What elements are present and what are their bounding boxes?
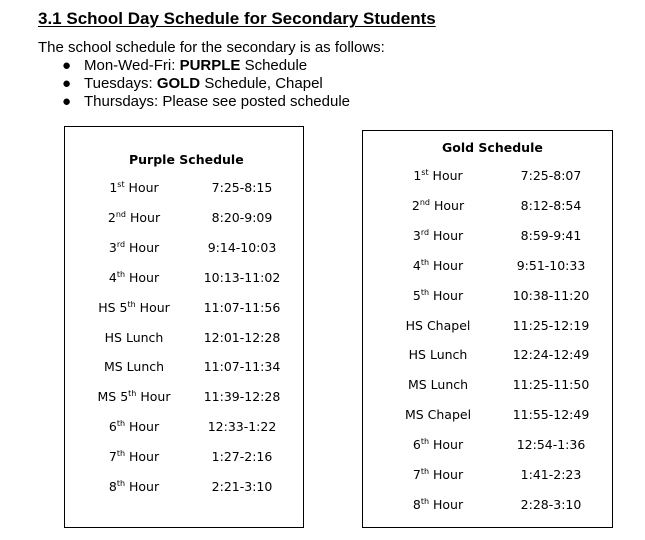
bullet-icon: ● xyxy=(62,57,72,74)
period-time: 2:28-3:10 xyxy=(520,496,582,512)
period-label: MS Lunch xyxy=(103,359,165,375)
gold-schedule-box xyxy=(362,130,613,528)
period-time: 12:01-12:28 xyxy=(203,329,281,345)
schedule-row xyxy=(65,359,303,379)
period-time: 11:25-12:19 xyxy=(512,317,590,333)
period-time: 11:07-11:34 xyxy=(203,359,281,375)
period-time: 7:25-8:07 xyxy=(520,168,582,183)
gold-schedule-title: Gold Schedule xyxy=(442,140,543,155)
bullet-icon: ● xyxy=(62,93,72,110)
period-time: 1:41-2:23 xyxy=(520,467,582,482)
schedule-row xyxy=(65,330,303,350)
bullet-icon: ● xyxy=(62,75,72,92)
purple-schedule-box xyxy=(64,126,304,528)
period-time: 9:51-10:33 xyxy=(516,257,586,273)
period-time: 12:24-12:49 xyxy=(512,347,590,363)
period-label: 3rd Hour xyxy=(412,227,464,243)
period-label: HS Lunch xyxy=(408,347,468,363)
period-label: 4th Hour xyxy=(412,257,464,273)
period-label: MS Lunch xyxy=(407,377,469,393)
purple-schedule-title: Purple Schedule xyxy=(129,152,244,167)
period-time: 9:14-10:03 xyxy=(207,239,277,255)
period-time: 1:27-2:16 xyxy=(211,449,273,465)
schedule-row xyxy=(65,419,303,439)
schedule-row xyxy=(363,437,612,457)
bullet-item: ● Thursdays: Please see posted schedule xyxy=(62,93,350,110)
period-time: 12:33-1:22 xyxy=(207,419,277,435)
schedule-row xyxy=(363,198,612,218)
period-time: 11:25-11:50 xyxy=(512,377,590,393)
period-time: 7:25-8:15 xyxy=(211,180,273,195)
period-label: 3rd Hour xyxy=(108,239,160,255)
schedule-row xyxy=(65,180,303,200)
period-label: 6th Hour xyxy=(412,436,464,453)
intro-text: The school schedule for the secondary is as follows: xyxy=(38,39,385,56)
period-time: 8:12-8:54 xyxy=(520,197,582,213)
schedule-row xyxy=(363,258,612,278)
period-label: 7th Hour xyxy=(412,466,464,482)
schedule-row xyxy=(65,389,303,409)
period-time: 11:07-11:56 xyxy=(203,299,281,315)
period-label: HS 5th Hour xyxy=(98,299,170,315)
schedule-row xyxy=(65,270,303,290)
period-time: 10:38-11:20 xyxy=(512,287,590,303)
schedule-row xyxy=(65,449,303,469)
period-label: HS Chapel xyxy=(405,317,471,333)
period-label: 6th Hour xyxy=(108,419,160,435)
period-label: HS Lunch xyxy=(104,329,164,345)
schedule-row xyxy=(363,497,612,517)
period-label: MS Chapel xyxy=(404,407,472,423)
schedule-row xyxy=(363,467,612,487)
period-label: 8th Hour xyxy=(412,496,464,512)
schedule-row xyxy=(65,210,303,230)
schedule-bullet-list xyxy=(62,57,350,111)
period-time: 11:39-12:28 xyxy=(203,389,281,405)
period-label: 5th Hour xyxy=(412,287,464,303)
schedule-row xyxy=(363,288,612,308)
bullet-item: ● Mon-Wed-Fri: PURPLE Schedule xyxy=(62,57,308,74)
section-heading: 3.1 School Day Schedule for Secondary Students xyxy=(38,9,436,28)
schedule-row xyxy=(363,407,612,427)
schedule-row xyxy=(65,240,303,260)
period-label: 8th Hour xyxy=(108,478,160,494)
period-label: 1st Hour xyxy=(109,179,159,195)
period-time: 10:13-11:02 xyxy=(203,269,281,285)
schedule-row xyxy=(363,228,612,248)
period-time: 8:59-9:41 xyxy=(520,227,582,243)
period-label: 1st Hour xyxy=(413,167,463,183)
schedule-row xyxy=(363,377,612,397)
period-time: 12:54-1:36 xyxy=(516,437,586,453)
schedule-row xyxy=(363,318,612,338)
period-time: 11:55-12:49 xyxy=(512,407,590,423)
schedule-row xyxy=(363,168,612,188)
period-time: 2:21-3:10 xyxy=(211,479,273,494)
bullet-item: ● Tuesdays: GOLD Schedule, Chapel xyxy=(62,75,323,92)
period-label: 2nd Hour xyxy=(107,209,161,225)
period-time: 8:20-9:09 xyxy=(211,209,273,225)
schedule-row xyxy=(65,479,303,499)
period-label: MS 5th Hour xyxy=(97,389,171,405)
period-label: 4th Hour xyxy=(108,269,160,285)
schedule-row xyxy=(65,300,303,320)
period-label: 7th Hour xyxy=(108,448,160,465)
period-label: 2nd Hour xyxy=(411,197,465,213)
schedule-row xyxy=(363,347,612,367)
